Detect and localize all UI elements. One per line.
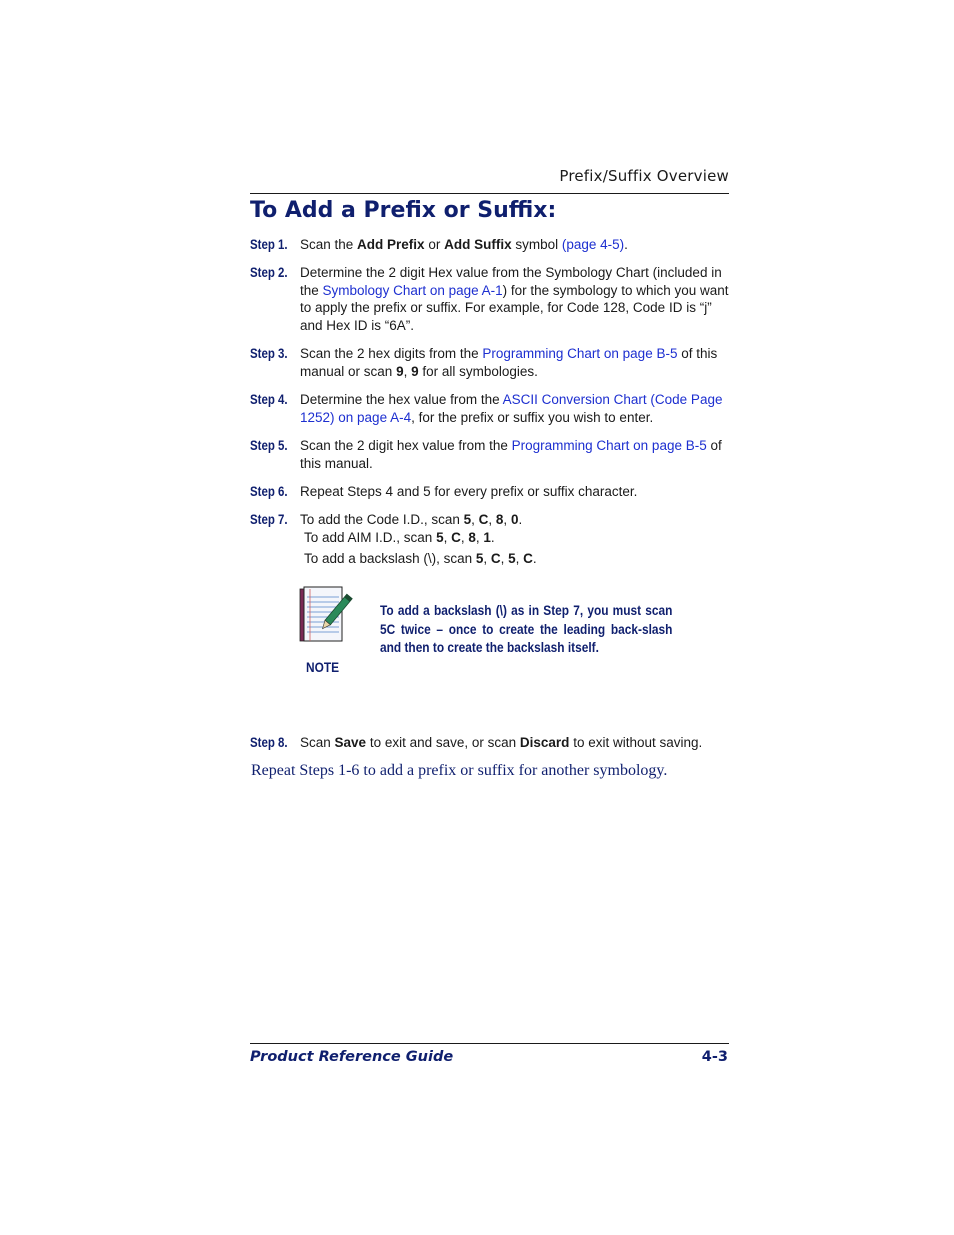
text-run: ) for the symbology to which you want to apply the prefix or suffix. For example, for Code 128, Code ID is “j” and Hex ID is “6A”. bbox=[300, 282, 729, 333]
bold-text: 0 bbox=[510, 512, 519, 527]
step-body bbox=[300, 437, 730, 472]
cross-reference-link[interactable]: Symbology Chart on page A-1 bbox=[322, 282, 503, 298]
text-run: To add AIM I.D., scan bbox=[304, 530, 437, 545]
bold-text: 5 bbox=[475, 551, 484, 566]
text-run: Determine the hex value from the bbox=[300, 392, 503, 407]
text-run: . bbox=[490, 530, 495, 545]
text-run: , bbox=[500, 551, 509, 566]
bold-text: 5 bbox=[463, 512, 472, 527]
text-run: to exit without saving. bbox=[569, 735, 703, 750]
step-label: Step 7. bbox=[250, 512, 288, 527]
text-run: . bbox=[518, 512, 523, 527]
step-8 bbox=[250, 734, 730, 752]
step-3 bbox=[250, 345, 730, 380]
bold-text: 5 bbox=[436, 530, 444, 545]
text-run: , bbox=[443, 530, 452, 545]
text-run: , bbox=[483, 551, 491, 566]
step-body bbox=[300, 483, 730, 501]
bold-text: Discard bbox=[519, 735, 570, 750]
text-run: of this manual or scan bbox=[300, 346, 718, 379]
bold-text: C bbox=[523, 551, 533, 566]
step-label: Step 1. bbox=[250, 237, 288, 252]
step-2 bbox=[250, 264, 730, 334]
step-body bbox=[300, 391, 730, 426]
text-run: , bbox=[503, 512, 511, 527]
text-run: to exit and save, or scan bbox=[366, 735, 520, 750]
bold-text: 9 bbox=[411, 363, 419, 379]
cross-reference-link[interactable]: (page 4-5) bbox=[561, 237, 625, 252]
text-run: symbol bbox=[511, 237, 562, 252]
bold-text: 9 bbox=[396, 363, 404, 379]
step-body bbox=[300, 264, 730, 334]
cross-reference-link[interactable]: Programming Chart on page B-5 bbox=[482, 346, 678, 361]
step-label: Step 8. bbox=[250, 735, 288, 750]
bold-text: 8 bbox=[495, 512, 504, 527]
text-run: Scan the bbox=[300, 237, 358, 252]
page-title: To Add a Prefix or Suffix: bbox=[250, 198, 557, 223]
bold-text: Add Prefix bbox=[357, 237, 425, 252]
text-run: , bbox=[488, 512, 496, 527]
step-6 bbox=[250, 483, 730, 501]
text-run: Scan the 2 digit hex value from the bbox=[300, 438, 512, 453]
text-run: , bbox=[471, 512, 479, 527]
section-title: Prefix/Suffix Overview bbox=[559, 167, 729, 185]
note-label: NOTE bbox=[306, 659, 340, 675]
cross-reference-link[interactable]: Programming Chart on page B-5 bbox=[511, 438, 707, 453]
note-icon bbox=[299, 585, 353, 645]
notepad-pen-icon bbox=[299, 585, 353, 645]
text-run: , bbox=[403, 363, 412, 379]
step-7-backslash-line bbox=[304, 550, 537, 568]
text-run: , for the prefix or suffix you wish to enter. bbox=[411, 409, 654, 425]
text-run: Scan the 2 hex digits from the bbox=[300, 346, 483, 361]
text-run: Scan bbox=[300, 735, 335, 750]
bold-text: 1 bbox=[483, 530, 491, 545]
text-run: or bbox=[424, 237, 445, 252]
step-5 bbox=[250, 437, 730, 472]
step-label: Step 2. bbox=[250, 265, 288, 280]
text-run: Repeat Steps 4 and 5 for every prefix or suffix character. bbox=[300, 484, 638, 499]
text-run: To add a backslash (\), scan bbox=[304, 551, 476, 566]
step-7-aim-line bbox=[304, 529, 495, 547]
note-text: To add a backslash (\) as in Step 7, you must scan 5C twice – once to create the leading back-slash and then to create the backslash itself. bbox=[380, 602, 673, 655]
bold-text: 8 bbox=[468, 530, 476, 545]
footer-rule bbox=[250, 1043, 729, 1044]
text-run: Determine the 2 digit Hex value from the Symbology Chart (included in the bbox=[300, 265, 722, 298]
cross-reference-link[interactable]: ASCII Conversion Chart (Code Page 1252) on page A-4 bbox=[300, 392, 723, 425]
text-run: , bbox=[515, 551, 524, 566]
text-run: for all symbologies. bbox=[418, 363, 538, 379]
text-run: , bbox=[460, 530, 469, 545]
step-label: Step 5. bbox=[250, 438, 288, 453]
step-label: Step 6. bbox=[250, 484, 288, 499]
bold-text: Save bbox=[334, 735, 367, 750]
header-rule bbox=[250, 193, 729, 194]
step-7 bbox=[250, 511, 730, 529]
bold-text: 5 bbox=[508, 551, 516, 566]
bold-text: C bbox=[490, 551, 501, 566]
bold-text: Add Suffix bbox=[444, 237, 512, 252]
step-body bbox=[300, 511, 730, 529]
page-number: 4-3 bbox=[701, 1049, 728, 1065]
text-run: of this manual. bbox=[300, 438, 722, 471]
text-run: . bbox=[624, 237, 628, 252]
bold-text: C bbox=[478, 512, 489, 527]
step-body bbox=[300, 734, 730, 752]
step-4 bbox=[250, 391, 730, 426]
footer-guide-title: Product Reference Guide bbox=[250, 1049, 454, 1065]
text-run: To add the Code I.D., scan bbox=[300, 512, 464, 527]
step-label: Step 3. bbox=[250, 346, 288, 361]
bold-text: C bbox=[451, 530, 461, 545]
text-run: . bbox=[532, 551, 537, 566]
closing-text: Repeat Steps 1-6 to add a prefix or suffix for another symbology. bbox=[251, 762, 668, 779]
step-body bbox=[300, 345, 730, 380]
text-run: , bbox=[475, 530, 484, 545]
step-1 bbox=[250, 236, 730, 254]
step-label: Step 4. bbox=[250, 392, 288, 407]
step-body bbox=[300, 236, 730, 254]
